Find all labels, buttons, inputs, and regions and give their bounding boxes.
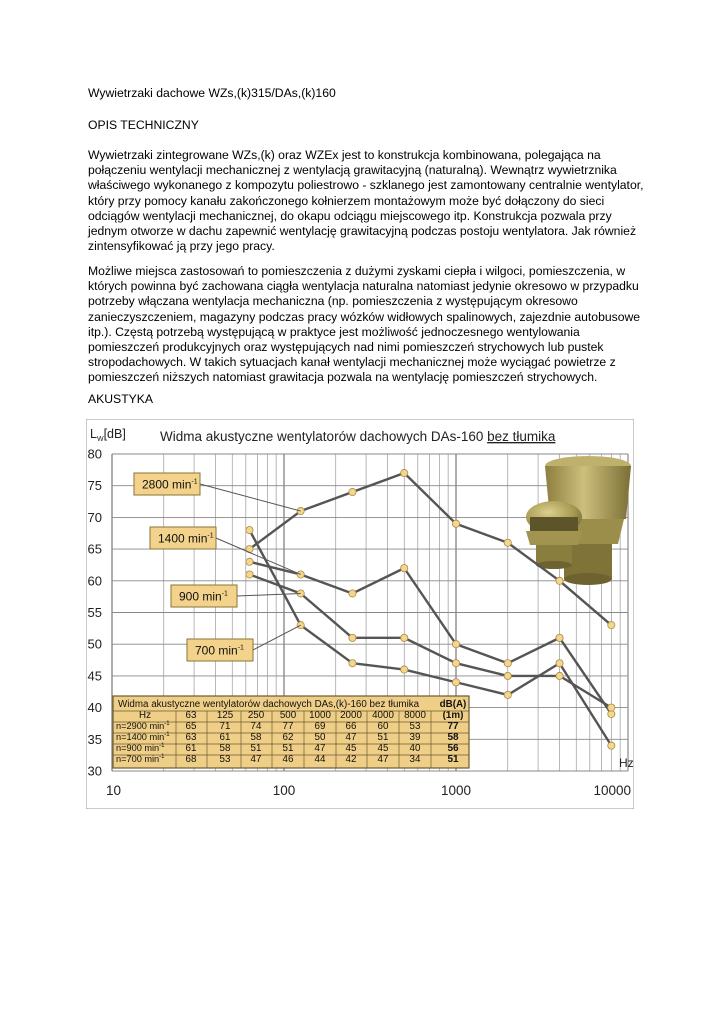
table-value-cell: 45 xyxy=(345,743,357,754)
table-value-cell: 60 xyxy=(377,721,389,732)
data-point xyxy=(246,571,253,578)
data-point xyxy=(349,488,356,495)
table-value-cell: 63 xyxy=(185,732,197,743)
table-value-cell: 44 xyxy=(314,754,326,765)
table-value-cell: 61 xyxy=(185,743,197,754)
y-tick-label: 70 xyxy=(87,509,102,525)
table-value-cell: 47 xyxy=(377,754,389,765)
data-point xyxy=(452,641,459,648)
callout-label: 900 $\min^{-1}$ xyxy=(179,589,228,604)
table-value-cell: 39 xyxy=(409,732,421,743)
table-total-header-line2: (1m) xyxy=(442,710,464,721)
table-value-cell: 34 xyxy=(409,754,421,765)
table-value-cell: 53 xyxy=(409,721,421,732)
table-value-cell: 51 xyxy=(377,732,389,743)
table-value-cell: 66 xyxy=(345,721,357,732)
y-tick-label: 30 xyxy=(87,763,102,779)
y-tick-label: 65 xyxy=(87,541,102,557)
y-tick-label: 75 xyxy=(87,478,102,494)
data-point xyxy=(556,660,563,667)
table-value-cell: 62 xyxy=(282,732,294,743)
section-heading-opis: OPIS TECHNICZNY xyxy=(88,118,199,132)
chart-title: Widma akustyczne wentylatorów dachowych DAs-160 bez tłumika xyxy=(160,429,556,444)
table-value-cell: 51 xyxy=(250,743,262,754)
document-title: Wywietrzaki dachowe WZs,(k)315/DAs,(k)160 xyxy=(88,86,336,100)
x-tick-label: 10 xyxy=(106,783,122,798)
table-header-cell: 250 xyxy=(247,710,265,721)
table-total-cell: 58 xyxy=(447,732,459,743)
data-point xyxy=(401,666,408,673)
table-header-cell: 4000 xyxy=(372,710,394,721)
table-header-cell: 8000 xyxy=(404,710,426,721)
y-tick-label: 55 xyxy=(87,605,102,620)
data-point xyxy=(504,660,511,667)
table-value-cell: 74 xyxy=(250,721,262,732)
table-value-cell: 50 xyxy=(314,732,326,743)
table-value-cell: 53 xyxy=(219,754,231,765)
data-point xyxy=(297,622,304,629)
table-value-cell: 68 xyxy=(185,754,197,765)
callout-label: 2800 $\min^{-1}$ xyxy=(142,477,198,492)
y-tick-label: 40 xyxy=(87,700,102,716)
y-tick-label: 80 xyxy=(87,446,102,462)
data-point xyxy=(452,679,459,686)
data-point xyxy=(556,634,563,641)
table-value-cell: 40 xyxy=(409,743,421,754)
data-point xyxy=(349,660,356,667)
table-value-cell: 77 xyxy=(282,721,294,732)
table-header-cell: 2000 xyxy=(340,710,362,721)
data-point xyxy=(608,622,615,629)
table-value-cell: 47 xyxy=(345,732,357,743)
table-value-cell: 42 xyxy=(345,754,357,765)
table-total-header-line1: dB(A) xyxy=(439,699,467,710)
data-point xyxy=(401,565,408,572)
callout-label: 1400 $\min^{-1}$ xyxy=(158,531,214,546)
table-row-label: n=2900 $\min^{-1}$ xyxy=(116,721,170,731)
data-point xyxy=(401,469,408,476)
data-point xyxy=(401,634,408,641)
data-point xyxy=(608,704,615,711)
data-point xyxy=(452,520,459,527)
data-point xyxy=(504,691,511,698)
table-value-cell: 58 xyxy=(219,743,231,754)
table-value-cell: 45 xyxy=(377,743,389,754)
y-tick-label: 45 xyxy=(87,668,102,684)
data-point xyxy=(504,672,511,679)
x-axis-title: Hz xyxy=(619,756,634,770)
table-value-cell: 47 xyxy=(314,743,326,754)
data-point xyxy=(246,526,253,533)
callout-label: 700 $\min^{-1}$ xyxy=(195,643,244,658)
table-total-cell: 56 xyxy=(447,743,459,754)
table-header-cell: 63 xyxy=(185,710,197,721)
table-value-cell: 65 xyxy=(185,721,197,732)
table-value-cell: 47 xyxy=(250,754,262,765)
x-tick-label: 1000 xyxy=(440,783,472,798)
table-header-cell: 125 xyxy=(216,710,234,721)
data-point xyxy=(246,558,253,565)
x-tick-label: 100 xyxy=(272,783,296,798)
table-header-cell: 1000 xyxy=(309,710,331,721)
table-value-cell: 69 xyxy=(314,721,326,732)
acoustic-spectrum-chart xyxy=(86,419,634,809)
section-heading-akustyka: AKUSTYKA xyxy=(88,392,154,406)
table-value-cell: 58 xyxy=(250,732,262,743)
table-row-label: n=900 $\min^{-1}$ xyxy=(116,743,165,753)
spectrum-table xyxy=(113,696,469,768)
data-point xyxy=(504,539,511,546)
data-point xyxy=(349,634,356,641)
table-total-cell: 77 xyxy=(447,721,459,732)
table-row-label: n=700 $\min^{-1}$ xyxy=(116,754,165,764)
table-value-cell: 51 xyxy=(282,743,294,754)
table-row-label: n=1400 $\min^{-1}$ xyxy=(116,732,170,742)
table-total-cell: 51 xyxy=(447,754,459,765)
y-tick-label: 60 xyxy=(87,573,102,589)
x-tick-label: 10000 xyxy=(593,783,631,798)
paragraph-applications: Możliwe miejsca zastosowań to pomieszczenia z dużymi zyskami ciepła i wilgoci, pomieszczenia, w których powinna być zachowana ciągła wentylacja naturalna natomiast jedynie okresowo w przypadku potrzeby włączana wentylacja mechaniczna (np. pomieszczenia z występującym okresowo zanieczyszczeniem, magazyny podczas pracy wózków widłowych spalinowych, zajezdnie autobusowe itp.). Częstą potrzebą występującą w praktyce jest możliwość jednoczesnego wentylowania pomieszczeń produkcyjnych oraz występujących nad nimi pomieszczeń strychowych lub pustek stropodachowych. W takich sytuacjach kanał wentylacji mechanicznej może wyciągać powietrze z pomieszczeń niższych natomiast grawitacja pozwala na wentylację pomieszczeń strychowych. xyxy=(88,264,641,385)
y-axis-title: $L_W[dB]$ xyxy=(90,427,126,443)
y-tick-label: 35 xyxy=(87,731,102,747)
data-point xyxy=(349,590,356,597)
data-point xyxy=(608,742,615,749)
data-point xyxy=(556,577,563,584)
paragraph-description: Wywietrzaki zintegrowane WZs,(k) oraz WZEx jest to konstrukcja kombinowana, polegająca na połączeniu wentylacji mechanicznej z wentylacją grawitacyjną (naturalną). Wewnątrz wywietrznika właściwego wykonanego z kompozytu poliestrowo - szklanego jest zamontowany centralnie wentylator, który przy pomocy kanału zakończonego kołnierzem montażowym może być dołączony do sieci odciągów wentylacji mechanicznej, do okapu odciągu miejscowego itp. Konstrukcja pozwala przy jednym otworze w dachu zapewnić wentylację grawitacyjną podczas postoju wentylatora. Jak również zintensyfikować ją przy jego pracy. xyxy=(88,148,644,254)
data-point xyxy=(556,672,563,679)
table-header-cell: Hz xyxy=(139,710,151,721)
y-tick-label: 50 xyxy=(87,636,102,652)
data-point xyxy=(452,660,459,667)
table-value-cell: 61 xyxy=(219,732,231,743)
table-caption: Widma akustyczne wentylatorów dachowych DAs,(k)-160 bez tłumika xyxy=(118,699,420,710)
table-value-cell: 46 xyxy=(282,754,294,765)
table-value-cell: 71 xyxy=(219,721,231,732)
table-header-cell: 500 xyxy=(279,710,297,721)
